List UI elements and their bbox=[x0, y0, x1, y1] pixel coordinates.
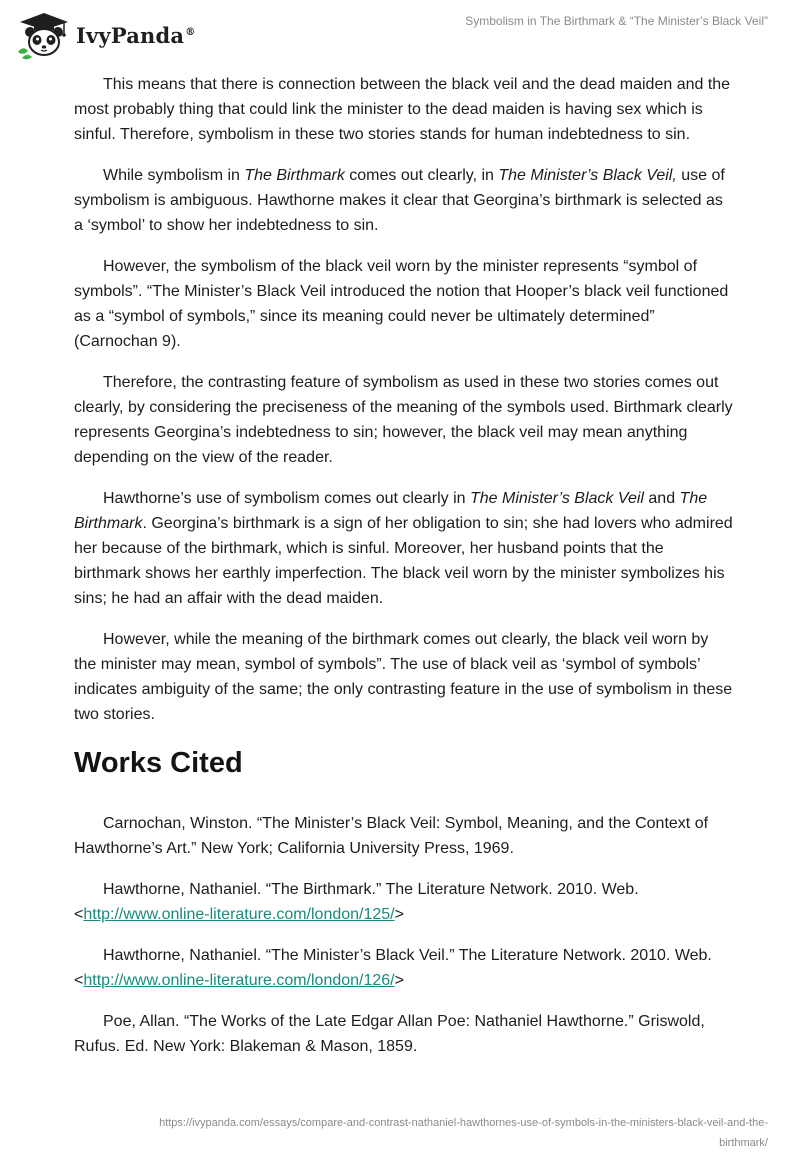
page-header bbox=[0, 0, 800, 70]
citation-link[interactable]: http://www.online-literature.com/london/125/ bbox=[83, 906, 395, 923]
citation-entry: Hawthorne, Nathaniel. “The Birthmark.” The Literature Network. 2010. Web. <http://www.online-literature.com/london/125/> bbox=[74, 881, 639, 923]
citation-entry: Poe, Allan. “The Works of the Late Edgar Allan Poe: Nathaniel Hawthorne.” Griswold, Rufus. Ed. New York: Blakeman & Mason, 1859. bbox=[74, 1013, 705, 1055]
citation-entry: Hawthorne, Nathaniel. “The Minister’s Black Veil.” The Literature Network. 2010. Web. <http://www.online-literature.com/london/126/> bbox=[74, 947, 712, 989]
body-paragraph: Hawthorne’s use of symbolism comes out clearly in The Minister’s Black Veil and The Birthmark. Georgina’s birthmark is a sign of her obligation to sin; she had lovers who admired her because of the birthmark, which is sinful. Moreover, her husband points that the birthmark shows her earthly imperfection. The black veil worn by the minister symbolizes his sins; he had an affair with the dead maiden. bbox=[74, 490, 733, 607]
body-paragraph: This means that there is connection between the black veil and the dead maiden and the most probably thing that could link the minister to the dead maiden is having sex which is sinful. Therefore, symbolism in these two stories stands for human indebtedness to sin. bbox=[74, 76, 731, 143]
citation-link[interactable]: http://www.online-literature.com/london/126/ bbox=[83, 972, 395, 989]
essay-content bbox=[74, 72, 734, 1075]
panda-graduate-icon bbox=[14, 8, 70, 60]
body-paragraph: However, the symbolism of the black veil worn by the minister represents “symbol of symbols”. “The Minister’s Black Veil introduced the notion that Hooper’s black veil functioned as a “symbol of symbols,” since its meaning could never be ultimately determined” (Carnochan 9). bbox=[74, 258, 729, 350]
body-paragraph: However, while the meaning of the birthmark comes out clearly, the black veil worn by the minister may mean, symbol of symbols”. The use of black veil as ‘symbol of symbols’ indicates ambiguity of the same; the only contrasting feature in the use of symbolism in these two stories. bbox=[74, 631, 733, 723]
citation-entry: Carnochan, Winston. “The Minister’s Black Veil: Symbol, Meaning, and the Context of Hawthorne’s Art.” New York; California University Press, 1969. bbox=[74, 815, 709, 857]
body-paragraph: Therefore, the contrasting feature of symbolism as used in these two stories comes out clearly, by considering the preciseness of the meaning of the symbols used. Birthmark clearly represents Georgina’s indebtedness to sin; however, the black veil may mean anything depending on the view of the reader. bbox=[74, 374, 733, 466]
ivypanda-logo[interactable] bbox=[14, 8, 195, 60]
source-url: https://ivypanda.com/essays/compare-and-contrast-nathaniel-hawthornes-use-of-symbols-in-the-ministers-black-veil-and-the- birthmark/ bbox=[159, 1117, 768, 1149]
document-title: Symbolism in The Birthmark & “The Minister’s Black Veil” bbox=[465, 14, 768, 28]
body-paragraph: While symbolism in The Birthmark comes out clearly, in The Minister’s Black Veil, use of symbolism is ambiguous. Hawthorne makes it clear that Georgina’s birthmark is selected as a ‘symbol’ to show her indebtedness to sin. bbox=[74, 167, 725, 234]
brand-name: IvyPanda® bbox=[76, 22, 196, 48]
works-cited-heading: Works Cited bbox=[74, 747, 243, 779]
